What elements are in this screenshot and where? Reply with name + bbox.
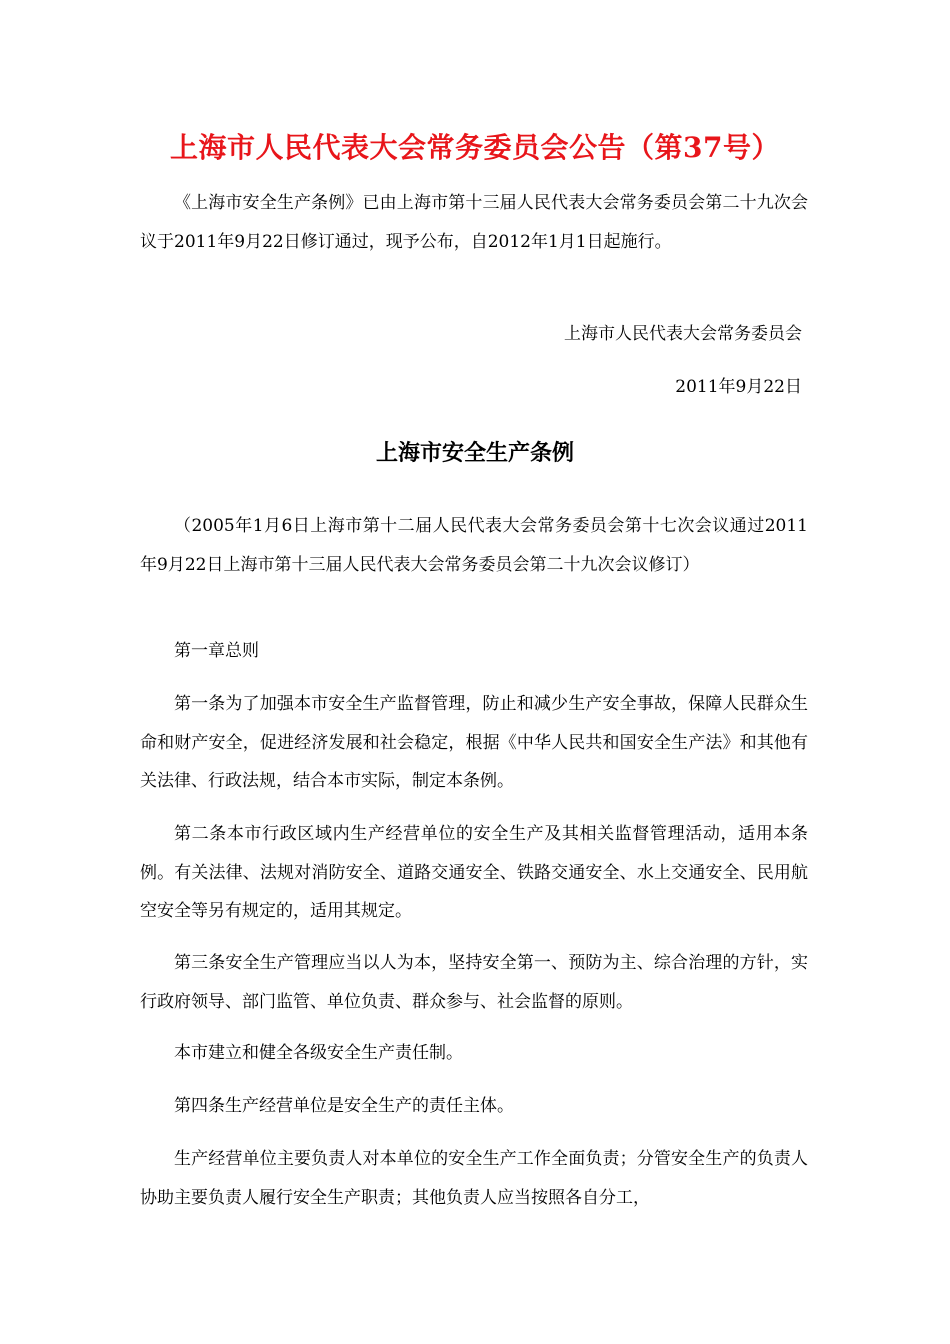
article-3-clause: 本市建立和健全各级安全生产责任制。 [174,1043,463,1063]
announcement-body: 《上海市安全生产条例》已由上海市第十三届人民代表大会常务委员会第二十九次会议于2011年9月22日修订通过，现予公布，自2012年1月1日起施行。 [140,193,808,252]
announcement-date: 2011年9月22日 [675,377,802,397]
regulation-title: 上海市安全生产条例 [375,440,574,466]
article-2: 第二条本市行政区域内生产经营单位的安全生产及其相关监督管理活动，适用本条例。有关法律、法规对消防安全、道路交通安全、铁路交通安全、水上交通安全、民用航空安全等另有规定的，适用其规定。 [140,824,808,921]
announcement-issuer: 上海市人民代表大会常务委员会 [564,324,802,344]
article-1: 第一条为了加强本市安全生产监督管理，防止和减少生产安全事故，保障人民群众生命和财产安全，促进经济发展和社会稳定，根据《中华人民共和国安全生产法》和其他有关法律、行政法规，结合本市实际，制定本条例。 [140,694,808,791]
adoption-note: （2005年1月6日上海市第十二届人民代表大会常务委员会第十七次会议通过2011年9月22日上海市第十三届人民代表大会常务委员会第二十九次会议修订） [140,516,808,575]
chapter-heading: 第一章总则 [174,641,259,661]
article-4: 第四条生产经营单位是安全生产的责任主体。 [174,1096,514,1116]
article-4-clause: 生产经营单位主要负责人对本单位的安全生产工作全面负责；分管安全生产的负责人协助主要负责人履行安全生产职责；其他负责人应当按照各自分工， [140,1149,808,1208]
announcement-title: 上海市人民代表大会常务委员会公告（第37号） [170,131,780,164]
article-3: 第三条安全生产管理应当以人为本，坚持安全第一、预防为主、综合治理的方针，实行政府领导、部门监管、单位负责、群众参与、社会监督的原则。 [140,953,808,1012]
